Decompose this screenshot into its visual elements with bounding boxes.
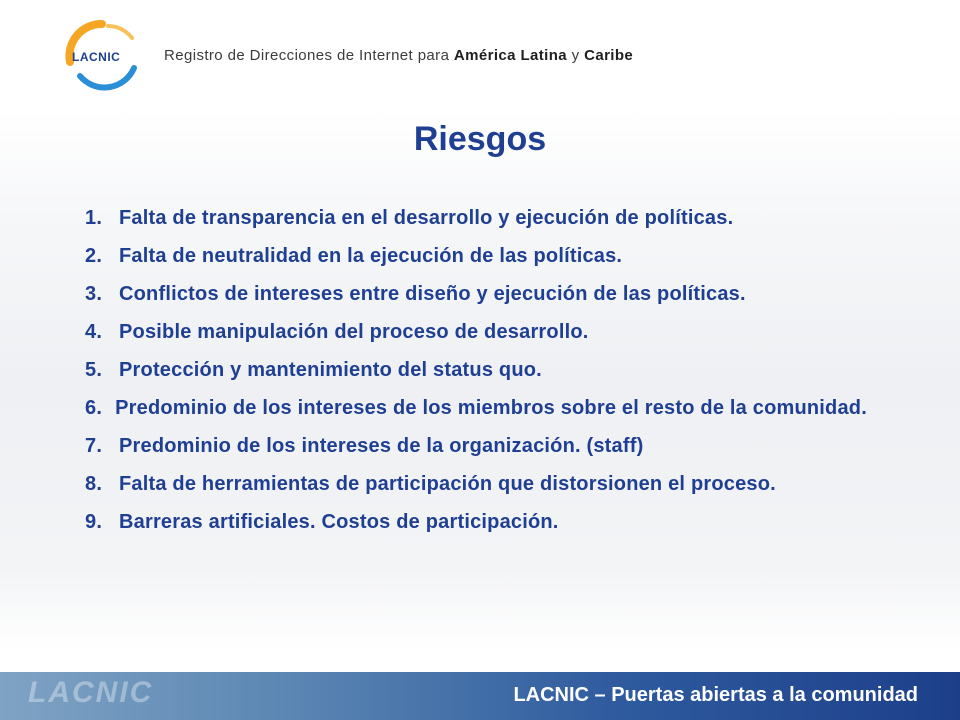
risk-text: Protección y mantenimiento del status quo. bbox=[119, 359, 542, 381]
risk-text: Barreras artificiales. Costos de participación. bbox=[119, 511, 559, 533]
risk-number: 2. bbox=[85, 245, 103, 267]
tagline-region-1: América Latina bbox=[453, 47, 568, 64]
footer-text: LACNIC – Puertas abiertas a la comunidad bbox=[513, 684, 918, 706]
risk-number: 7. bbox=[85, 435, 103, 457]
risk-number: 4. bbox=[85, 321, 103, 343]
risk-text: Falta de herramientas de participación que distorsionen el proceso. bbox=[119, 473, 776, 495]
risk-item bbox=[85, 319, 885, 345]
tagline-connector: y bbox=[567, 47, 585, 64]
risk-item bbox=[85, 471, 885, 497]
slide-header bbox=[0, 0, 960, 110]
header-tagline bbox=[164, 47, 633, 64]
risk-item bbox=[85, 357, 885, 383]
risk-number: 1. bbox=[85, 207, 103, 229]
risk-number: 8. bbox=[85, 473, 103, 495]
risk-text: Conflictos de intereses entre diseño y ejecución de las políticas. bbox=[119, 283, 746, 305]
risk-item bbox=[85, 509, 885, 535]
risk-number: 6. bbox=[85, 397, 103, 419]
risk-item bbox=[85, 433, 885, 459]
risk-item bbox=[85, 243, 885, 269]
risk-item bbox=[85, 281, 885, 307]
risk-number: 3. bbox=[85, 283, 103, 305]
tagline-prefix: Registro de Direcciones de Internet para bbox=[164, 47, 454, 64]
risk-text: Predominio de los intereses de los miembros sobre el resto de la comunidad. bbox=[115, 397, 867, 419]
risk-item bbox=[85, 395, 885, 421]
risk-text: Posible manipulación del proceso de desarrollo. bbox=[119, 321, 589, 343]
footer-logo-watermark: LACNIC bbox=[28, 676, 154, 709]
risk-item bbox=[85, 205, 885, 231]
slide-title: Riesgos bbox=[413, 120, 547, 158]
tagline-region-2: Caribe bbox=[584, 47, 634, 64]
risk-list bbox=[85, 205, 885, 547]
risk-number: 5. bbox=[85, 359, 103, 381]
risk-text: Predominio de los intereses de la organización. (staff) bbox=[119, 435, 644, 457]
risk-text: Falta de neutralidad en la ejecución de las políticas. bbox=[119, 245, 623, 267]
risk-number: 9. bbox=[85, 511, 103, 533]
logo-text: LACNIC bbox=[72, 50, 121, 64]
risk-text: Falta de transparencia en el desarrollo y ejecución de políticas. bbox=[119, 207, 734, 229]
